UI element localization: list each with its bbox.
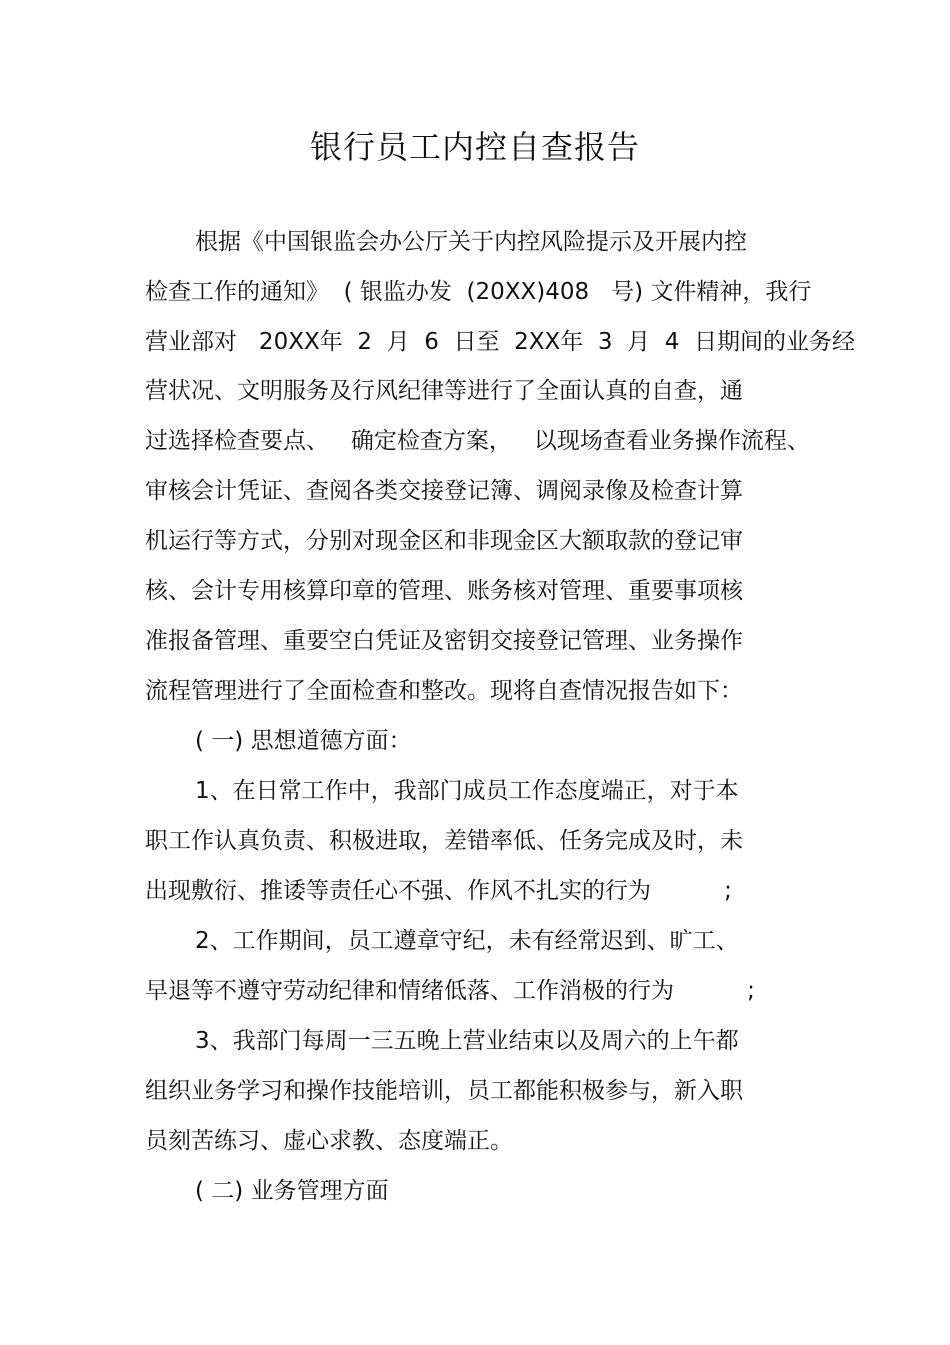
section-heading-1: ( 一) 思想道德方面： bbox=[195, 728, 412, 754]
body-line-7: 机运行等方式，分别对现金区和非现金区大额取款的登记审 bbox=[145, 528, 743, 554]
body-line-8: 核、会计专用核算印章的管理、账务核对管理、重要事项核 bbox=[145, 578, 743, 604]
document-title: 银行员工内控自查报告 bbox=[309, 128, 640, 166]
item-1-line-3: 出现敷衍、推诿等责任心不强、作风不扎实的行为 ; bbox=[145, 878, 732, 904]
item-1-line-2: 职工作认真负责、积极进取，差错率低、任务完成及时，未 bbox=[145, 828, 743, 854]
item-1-line-1: 1、在日常工作中，我部门成员工作态度端正，对于本 bbox=[195, 778, 739, 804]
body-line-9: 准报备管理、重要空白凭证及密钥交接登记管理、业务操作 bbox=[145, 628, 743, 654]
body-line-2: 检查工作的通知》 ( 银监办发 (20XX)408 号) 文件精神，我行 bbox=[145, 279, 812, 305]
item-3-line-2: 组织业务学习和操作技能培训，员工都能积极参与，新入职 bbox=[145, 1078, 743, 1104]
body-line-5: 过选择检查要点、 确定检查方案， 以现场查看业务操作流程、 bbox=[145, 428, 810, 454]
item-3-line-3: 员刻苦练习、虚心求教、态度端正。 bbox=[145, 1128, 513, 1154]
section-heading-2: ( 二) 业务管理方面 bbox=[195, 1178, 389, 1204]
body-line-4: 营状况、文明服务及行风纪律等进行了全面认真的自查，通 bbox=[145, 378, 743, 404]
item-2-line-1: 2、工作期间，员工遵章守纪，未有经常迟到、旷工、 bbox=[195, 928, 739, 954]
item-3-line-1: 3、我部门每周一三五晚上营业结束以及周六的上午都 bbox=[195, 1028, 739, 1054]
item-2-line-2: 早退等不遵守劳动纪律和情绪低落、工作消极的行为 ; bbox=[145, 978, 755, 1004]
body-line-10: 流程管理进行了全面检查和整改。现将自查情况报告如下： bbox=[145, 678, 743, 704]
body-line-1: 根据《中国银监会办公厅关于内控风险提示及开展内控 bbox=[195, 229, 747, 255]
body-line-6: 审核会计凭证、查阅各类交接登记簿、调阅录像及检查计算 bbox=[145, 478, 743, 504]
body-line-3: 营业部对 20XX年 2 月 6 日至 2XX年 3 月 4 日期间的业务经 bbox=[145, 329, 855, 355]
